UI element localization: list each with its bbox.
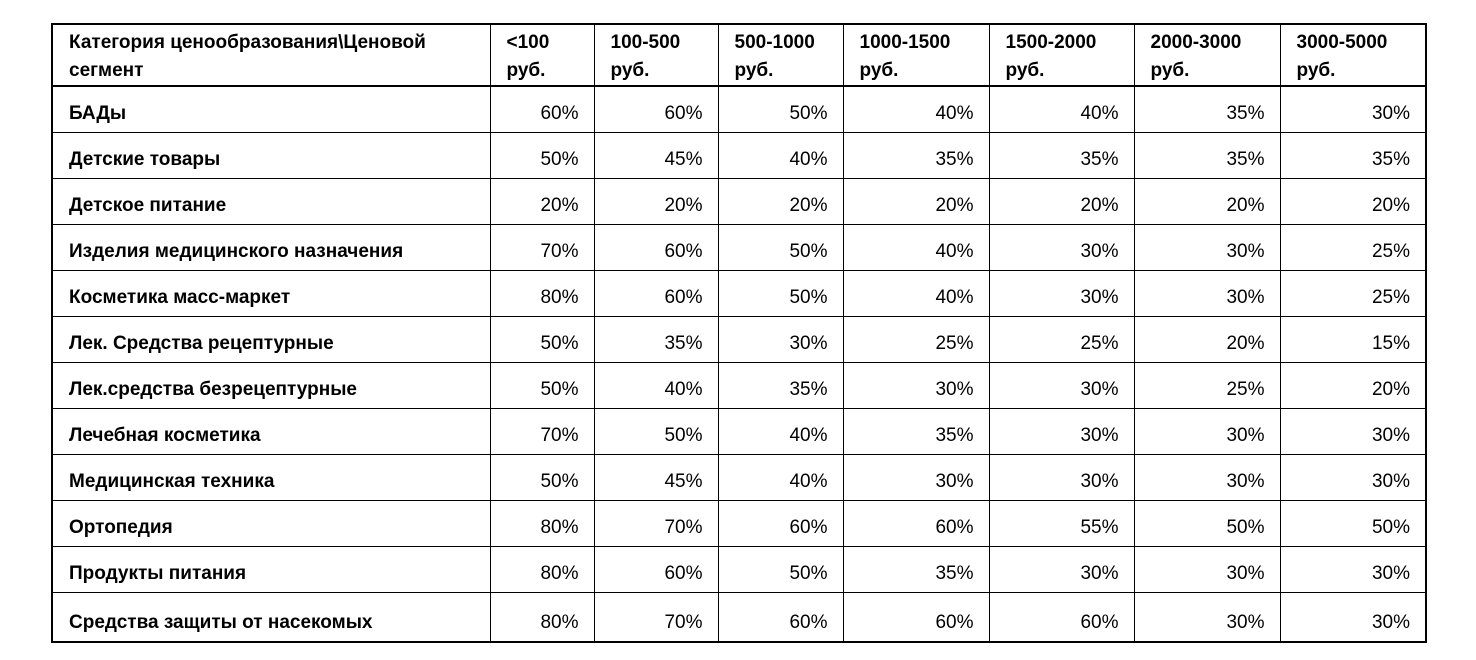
cell-value: 60% [490,86,594,132]
cell-value: 60% [718,592,843,642]
cell-value: 30% [989,224,1134,270]
header-row [52,24,1426,86]
cell-value: 35% [1134,86,1280,132]
cell-value: 60% [594,224,718,270]
cell-value: 35% [843,408,989,454]
cell-value: 60% [843,592,989,642]
cell-value: 30% [1280,454,1426,500]
cell-value: 30% [1134,408,1280,454]
cell-value: 25% [1134,362,1280,408]
table-row [52,132,1426,178]
cell-value: 25% [1280,270,1426,316]
header-category-label: Категория ценообразования\Ценовой сегмент [52,24,490,86]
row-category: Лек. Средства рецептурные [52,316,490,362]
cell-value: 30% [1280,546,1426,592]
cell-value: 20% [490,178,594,224]
row-category: Продукты питания [52,546,490,592]
cell-value: 55% [989,500,1134,546]
cell-value: 40% [843,270,989,316]
cell-value: 40% [718,132,843,178]
cell-value: 20% [1280,362,1426,408]
cell-value: 50% [1280,500,1426,546]
cell-value: 25% [1280,224,1426,270]
cell-value: 80% [490,500,594,546]
table-row [52,86,1426,132]
cell-value: 50% [490,362,594,408]
cell-value: 20% [594,178,718,224]
cell-value: 60% [718,500,843,546]
cell-value: 30% [718,316,843,362]
cell-value: 30% [843,454,989,500]
cell-value: 50% [490,454,594,500]
table-row [52,316,1426,362]
table-row [52,592,1426,642]
row-category: Средства защиты от насекомых [52,592,490,642]
table-row [52,224,1426,270]
cell-value: 50% [490,316,594,362]
cell-value: 70% [490,224,594,270]
cell-value: 30% [989,270,1134,316]
header-segment: <100 руб. [490,24,594,86]
header-segment: 500-1000 руб. [718,24,843,86]
header-segment: 2000-3000 руб. [1134,24,1280,86]
cell-value: 50% [594,408,718,454]
cell-value: 30% [843,362,989,408]
cell-value: 35% [1280,132,1426,178]
cell-value: 60% [594,546,718,592]
cell-value: 40% [718,454,843,500]
cell-value: 60% [843,500,989,546]
cell-value: 30% [1134,592,1280,642]
cell-value: 30% [1280,408,1426,454]
cell-value: 30% [989,454,1134,500]
cell-value: 30% [1280,592,1426,642]
cell-value: 60% [989,592,1134,642]
cell-value: 25% [989,316,1134,362]
cell-value: 60% [594,270,718,316]
row-category: Изделия медицинского назначения [52,224,490,270]
cell-value: 50% [718,86,843,132]
cell-value: 30% [1134,270,1280,316]
header-segment: 1000-1500 руб. [843,24,989,86]
row-category: Лечебная косметика [52,408,490,454]
cell-value: 15% [1280,316,1426,362]
cell-value: 50% [1134,500,1280,546]
cell-value: 70% [594,592,718,642]
cell-value: 50% [718,270,843,316]
row-category: Детское питание [52,178,490,224]
cell-value: 80% [490,546,594,592]
cell-value: 30% [1134,454,1280,500]
table-row [52,454,1426,500]
cell-value: 20% [1134,316,1280,362]
cell-value: 50% [718,546,843,592]
row-category: Лек.средства безрецептурные [52,362,490,408]
cell-value: 60% [594,86,718,132]
row-category: Ортопедия [52,500,490,546]
cell-value: 30% [1134,546,1280,592]
table-row [52,362,1426,408]
cell-value: 30% [1134,224,1280,270]
cell-value: 50% [490,132,594,178]
cell-value: 40% [718,408,843,454]
cell-value: 80% [490,592,594,642]
cell-value: 35% [843,546,989,592]
cell-value: 20% [1134,178,1280,224]
row-category: Детские товары [52,132,490,178]
cell-value: 50% [718,224,843,270]
table-body [52,86,1426,642]
cell-value: 30% [989,408,1134,454]
header-segment: 100-500 руб. [594,24,718,86]
cell-value: 30% [989,546,1134,592]
cell-value: 40% [843,224,989,270]
cell-value: 35% [718,362,843,408]
pricing-table [51,23,1427,643]
cell-value: 70% [594,500,718,546]
table-row [52,270,1426,316]
cell-value: 40% [843,86,989,132]
table-row [52,408,1426,454]
cell-value: 30% [989,362,1134,408]
cell-value: 30% [1280,86,1426,132]
cell-value: 25% [843,316,989,362]
cell-value: 35% [1134,132,1280,178]
cell-value: 40% [594,362,718,408]
cell-value: 20% [989,178,1134,224]
cell-value: 20% [1280,178,1426,224]
cell-value: 35% [594,316,718,362]
cell-value: 45% [594,454,718,500]
table-header [52,24,1426,86]
cell-value: 80% [490,270,594,316]
cell-value: 20% [843,178,989,224]
cell-value: 35% [843,132,989,178]
cell-value: 40% [989,86,1134,132]
cell-value: 35% [989,132,1134,178]
row-category: Косметика масс-маркет [52,270,490,316]
table-row [52,546,1426,592]
cell-value: 70% [490,408,594,454]
cell-value: 45% [594,132,718,178]
row-category: БАДы [52,86,490,132]
table-row [52,500,1426,546]
header-segment: 3000-5000 руб. [1280,24,1426,86]
cell-value: 20% [718,178,843,224]
header-segment: 1500-2000 руб. [989,24,1134,86]
table-row [52,178,1426,224]
row-category: Медицинская техника [52,454,490,500]
